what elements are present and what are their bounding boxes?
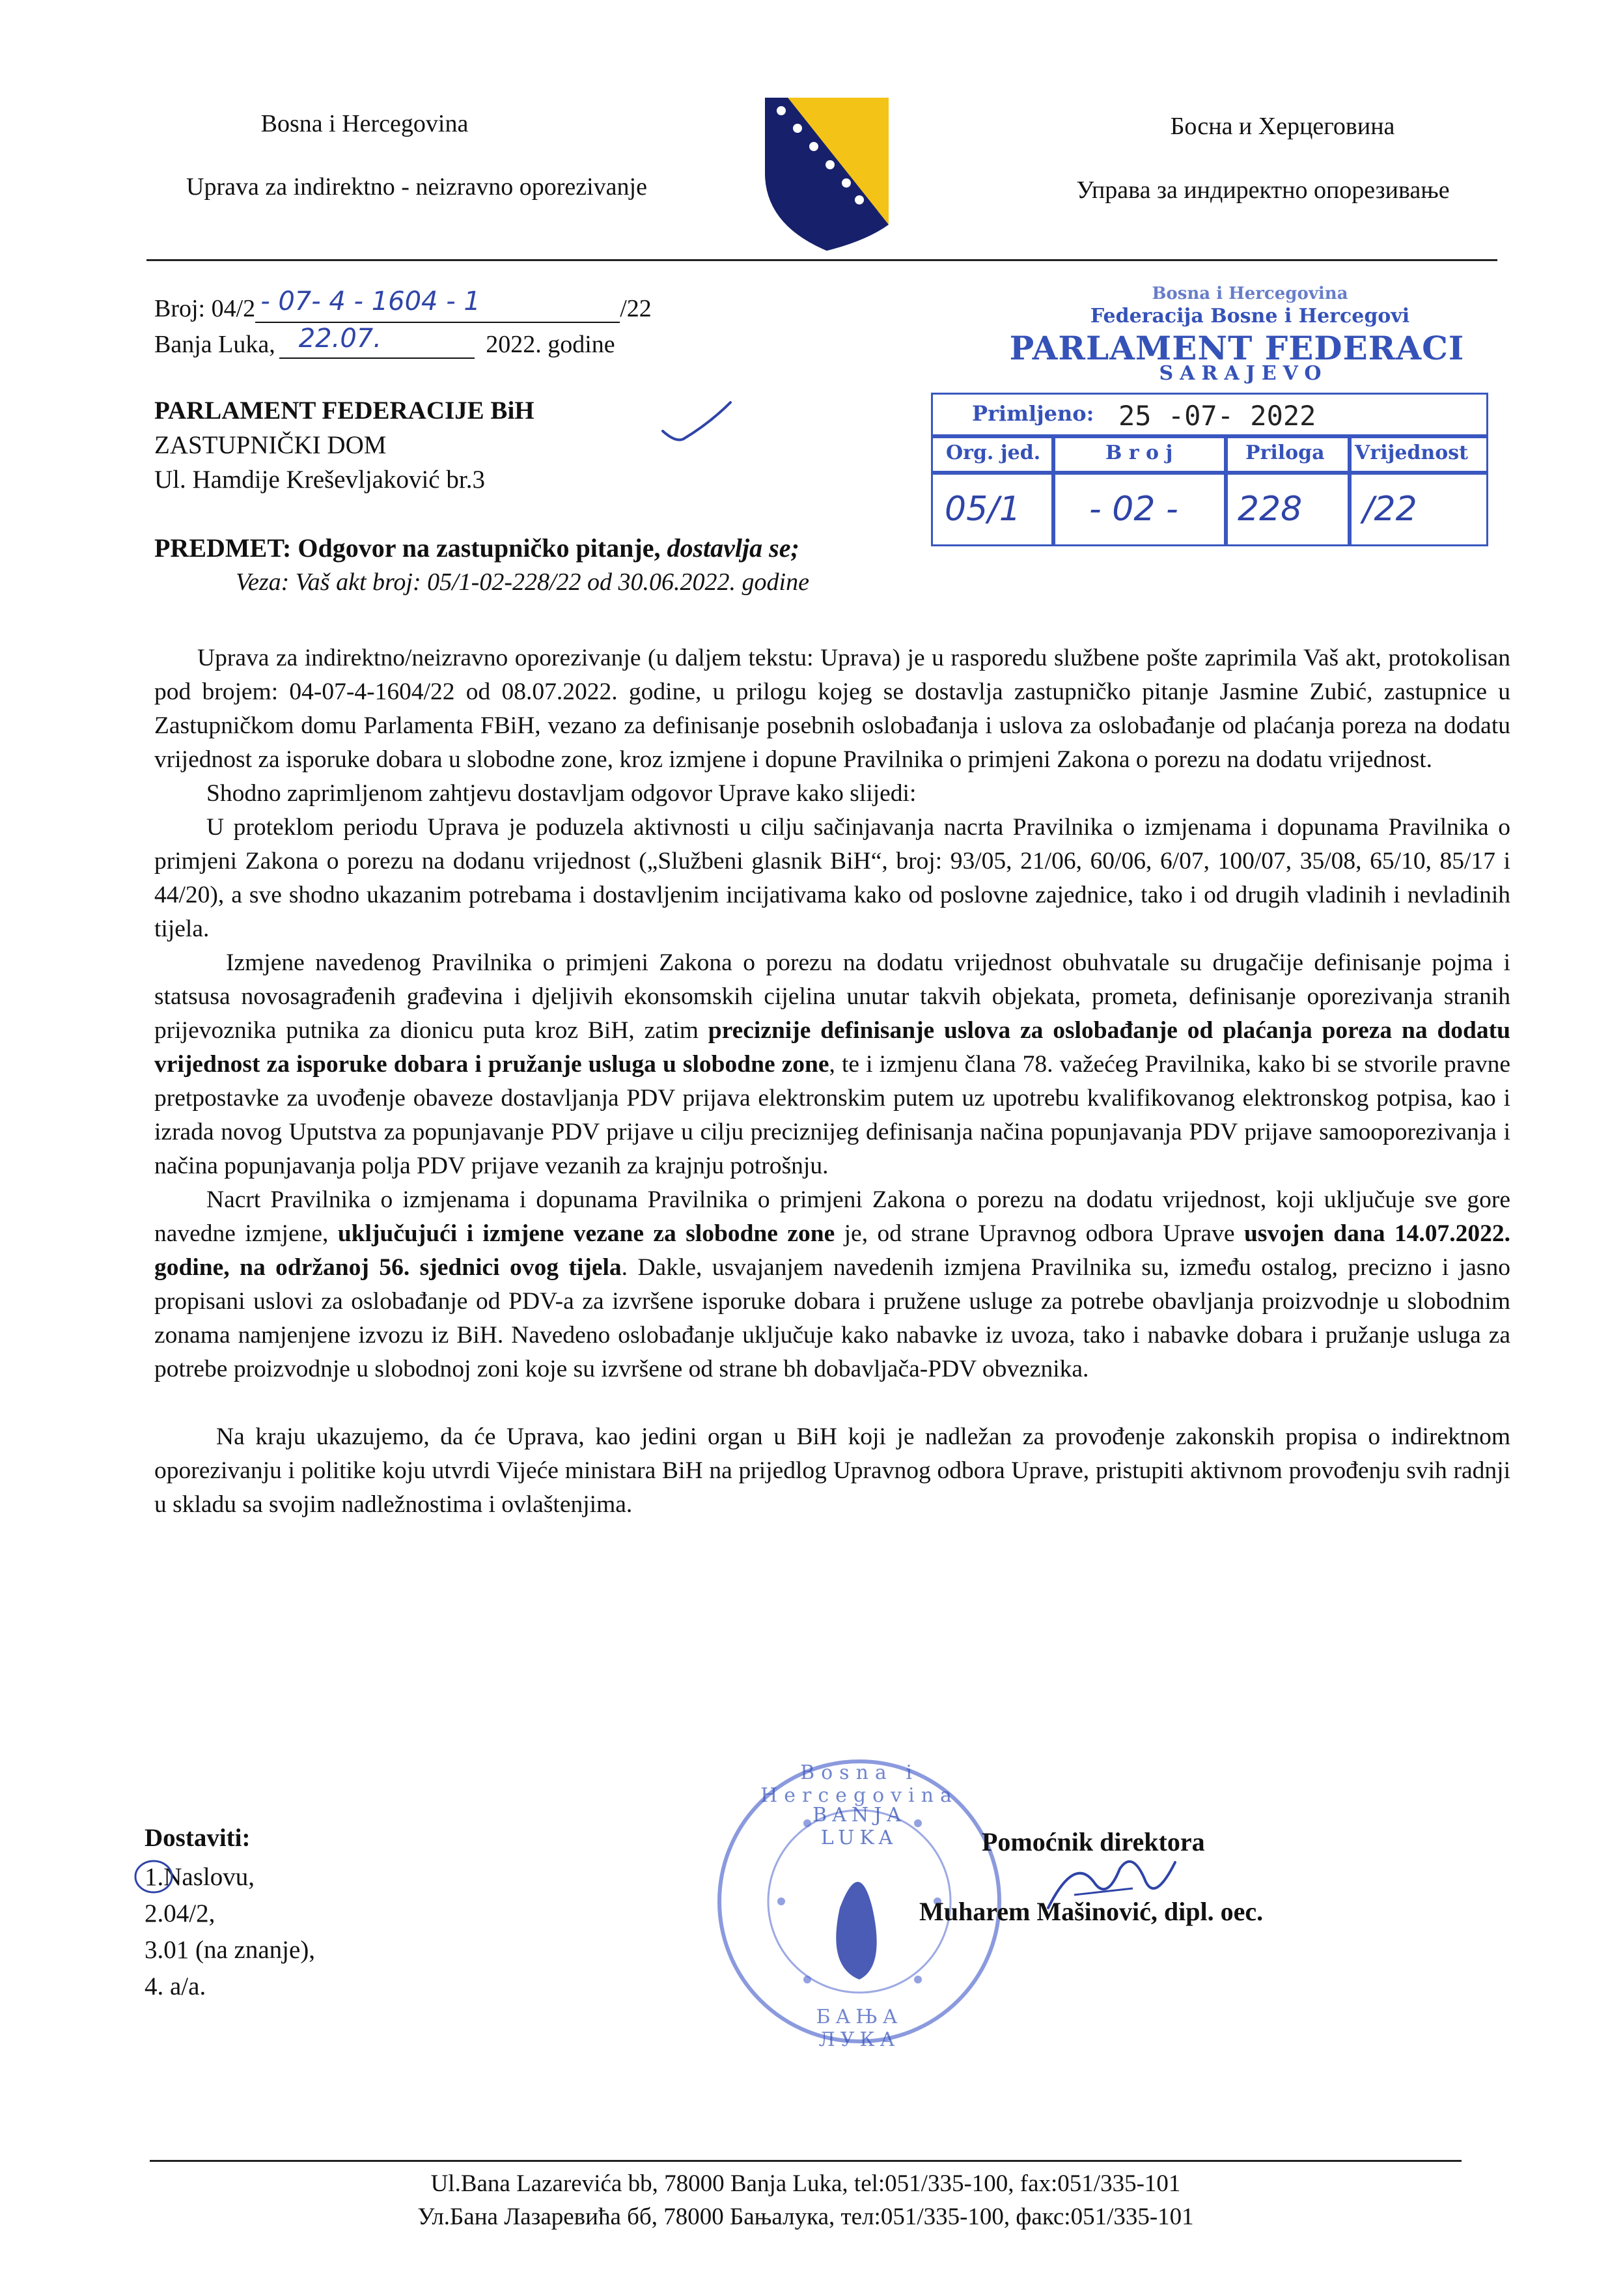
header-rule: [146, 259, 1497, 261]
stamp-line-1: Bosna i Hercegovina: [1152, 284, 1348, 303]
body-paragraph-2: Shodno zaprimljenom zahtjevu dostavljam odgovor Uprave kako slijedi:: [206, 780, 917, 807]
signature-name: Muharem Mašinović, dipl. oec.: [919, 1897, 1264, 1926]
reference-date-handwritten: 22.07.: [298, 324, 381, 354]
subject-label-italic: dostavlja se;: [667, 533, 799, 563]
header-authority-latin: Uprava za indirektno - neizravno oporezivanje: [186, 173, 647, 201]
footer-address-latin: Ul.Bana Lazarevića bb, 78000 Banja Luka, tel:051/335-100, fax:051/335-101: [430, 2170, 1181, 2197]
signature-title: Pomoćnik direktora: [982, 1827, 1205, 1856]
handwritten-circle-mark: [130, 1857, 176, 1896]
subject-veza: Veza: Vaš akt broj: 05/1-02-228/22 od 30.06.2022. godine: [236, 568, 809, 596]
footer-rule: [150, 2160, 1462, 2162]
stamp-val-priloga: 228: [1224, 471, 1352, 546]
stamp-line-4: SARAJEVO: [1159, 362, 1328, 385]
reference-broj-handwritten: - 07- 4 - 1604 - 1: [260, 287, 480, 316]
reference-broj-label: Broj: 04/2: [154, 295, 256, 322]
reference-year: 2022. godine: [486, 331, 615, 358]
header-country-latin: Bosna i Hercegovina: [260, 110, 469, 137]
distribution-item: 4. a/a.: [145, 1972, 206, 2000]
stamp-primljeno-date: 25 -07- 2022: [1118, 400, 1316, 432]
stamp-val-vrijednost: /22: [1348, 471, 1488, 546]
stamp-received-row: [931, 393, 1488, 438]
subject-label: PREDMET: Odgovor na zastupničko pitanje,: [154, 533, 661, 563]
stamp-primljeno-label: Primljeno:: [972, 401, 1094, 426]
stamp-col-org: Org. jed.: [931, 434, 1055, 475]
stamp-col-broj: B r o j: [1051, 434, 1228, 475]
subject-line: [154, 533, 799, 563]
reference-place: Banja Luka,: [154, 331, 275, 358]
stamp-col-priloga: Priloga: [1224, 434, 1352, 475]
checkmark-icon: [658, 397, 736, 449]
stamp-val-broj: - 02 -: [1051, 471, 1228, 546]
coat-of-arms-icon: [762, 94, 892, 254]
footer-address-cyrillic: Ул.Бана Лазаревића бб, 78000 Бањалука, тел:051/335-100, факс:051/335-101: [417, 2204, 1194, 2230]
distribution-item: 2.04/2,: [145, 1899, 215, 1927]
reference-number-line: [154, 287, 701, 323]
letter-body: [154, 641, 1510, 1522]
body-paragraph-3: U proteklom periodu Uprava je poduzela aktivnosti u cilju sačinjavanja nacrta Pravilnika o izmjenama i dopunama Pravilnika o primjeni Zakona o porezu na dodanu vrijednost („Službeni glasnik BiH“, broj: 93/05, 21/06, 60/06, 6/07, 100/07, 35/08, 65/10, 85/17 i 44/20), a sve shodno ukazanim potrebama i dostavljenim incijativama kako od poslovne zajednice, tako i od drugih vladinih i nevladinih tijela.: [154, 814, 1510, 942]
header-authority-cyrillic: Управа за индиректно опорезивање: [1076, 176, 1450, 204]
body-paragraph-5: Nacrt Pravilnika o izmjenama i dopunama Pravilnika o primjeni Zakona o porezu na dodatu vrijednost, koji uključuje sve gore navedne izmjene, uključujući i izmjene vezane za slobodne zone je, od strane Upravnog odbora Uprave usvojen dana 14.07.2022. godine, na održanoj 56. sjednici ovog tijela. Dakle, usvajanjem navedenih izmjena Pravilnika su, između ostalog, precizno i jasno propisani uslovi za oslobađanje od PDV-a za izvršene isporuke dobara i pružene usluge za potrebe obavljanja proizvodnje u slobodnim zonama namjenjene izvozu iz BiH. Navedeno oslobađanje uključuje kako nabavke iz uvoza, tako i nabavke dobara i pružanje usluga za potrebe proizvodnje u slobodnoj zoni koje su izvršene od strane bh dobavljača-PDV obveznika.: [154, 1186, 1511, 1382]
reference-date-line: [154, 324, 701, 359]
body-paragraph-4: Izmjene navedenog Pravilnika o primjeni Zakona o porezu na dodatu vrijednost obuhvatale su drugačije definisanje pojma i statsusa novosagrađenih građevina i djeljivih ekonsomskih cijelina unutar takvih objekata, prometa, definisanje oporezivanja stranih prijevoznika putnika za dionicu puta kroz BiH, zatim preciznije definisanje uslova za oslobađanje od plaćanja poreza na dodatu vrijednost za isporuke dobara i pružanje usluga u slobodne zone, te i izmjenu člana 78. važećeg Pravilnika, kako bi se stvorile pravne pretpostavke za uvođenje obaveze dostavljanja PDV prijava elektronskim putem uz upotrebu kvalifikovanog elektronskog potpisa, kao i izrada novog Uputstva za popunjavanje PDV prijave u cilju preciznijeg definisanja načina popunjavanja PDV prijave samooporezivanja i načina popunjavanja polja PDV prijave vezanih za krajnju potrošnju.: [154, 949, 1510, 1179]
seal-cyrillic-text: БАЊА ЛУКА: [816, 2006, 903, 2051]
body-paragraph-1: Uprava za indirektno/neizravno oporezivanje (u daljem tekstu: Uprava) je u rasporedu službene pošte zaprimila Vaš akt, protokolisan pod brojem: 04-07-4-1604/22 od 08.07.2022. godine, u prilogu kojeg se dostavlja zastupničko pitanje Jasmine Zubić, zastupnice u Zastupničkom domu Parlamenta FBiH, vezano za definisanje posebnih oslobađanja i uslova za oslobađanje od plaćanja poreza na dodatu vrijednost za isporuke dobara u slobodne zone, kroz izmjene i dopune Pravilnika o primjeni Zakona o porezu na dodatu vrijednost.: [154, 645, 1510, 773]
stamp-line-3: PARLAMENT FEDERACI: [1009, 329, 1465, 367]
stamp-val-org: 05/1: [931, 471, 1055, 546]
recipient-line-2: ZASTUPNIČKI DOM: [154, 431, 387, 459]
reference-broj-suffix: /22: [620, 295, 652, 322]
header-country-cyrillic: Босна и Херцеговина: [1170, 113, 1395, 140]
stamp-col-vrijednost: Vrijednost: [1348, 434, 1488, 475]
recipient-line-3: Ul. Hamdije Kreševljaković br.3: [154, 466, 485, 494]
seal-top-text: Bosna i Hercegovina: [760, 1761, 958, 1807]
recipient-line-1: PARLAMENT FEDERACIJE BiH: [154, 397, 534, 425]
stamp-line-2: Federacija Bosne i Hercegovi: [1090, 305, 1410, 328]
body-paragraph-6: Na kraju ukazujemo, da će Uprava, kao jedini organ u BiH koji je nadležan za provođenje zakonskih propisa o indirektnom oporezivanju i politike koju utvrdi Vijeće ministara BiH na prijedlog Upravnog odbora Uprave, pristupiti aktivnom provođenju svih radnji u skladu sa svojim nadležnostima i ovlaštenjima.: [154, 1423, 1510, 1518]
distribution-title: Dostaviti:: [145, 1824, 251, 1852]
distribution-item: 3.01 (na znanje),: [145, 1936, 316, 1964]
distribution-item: 1.Naslovu,: [145, 1863, 255, 1891]
seal-city: BANJA LUKA: [812, 1804, 906, 1849]
